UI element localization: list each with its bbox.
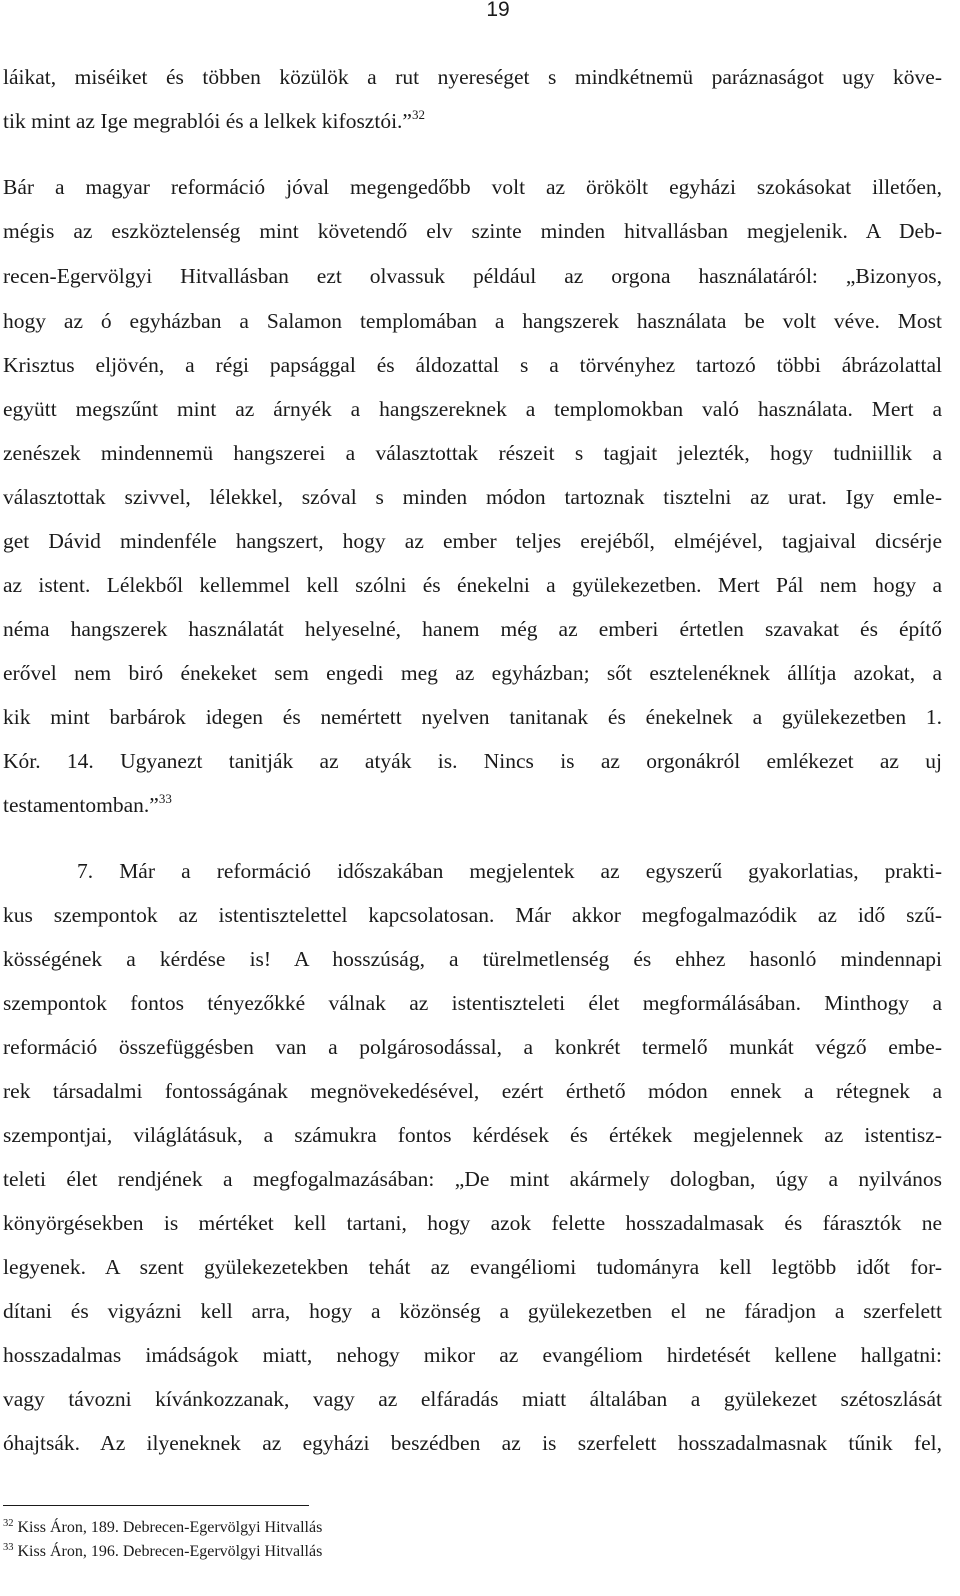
- page-number: 19: [486, 0, 510, 21]
- footnote-ref: 32: [411, 107, 425, 122]
- text-line: néma hangszerek használatát helyeselné, hanem még az emberi értetlen szavakat és építő: [3, 617, 942, 641]
- text-line: választottak szivvel, lélekkel, szóval s minden módon tartoznak tisztelni az urat. Igy emle-: [3, 485, 942, 509]
- footnote-ref: 33: [158, 791, 172, 806]
- text-line-content: tik mint az Ige megrablói és a lelkek kifosztói.”: [3, 109, 412, 133]
- text-line: vagy távozni kívánkozzanak, vagy az elfáradás miatt általában a gyülekezet szétoszlását: [3, 1387, 942, 1411]
- text-line: mégis az eszköztelenség mint követendő elv szinte minden hitvallásban megjelenik. A Deb-: [3, 219, 942, 243]
- footnote-number: 33: [3, 1542, 14, 1553]
- text-line-content: testamentomban.”: [3, 793, 159, 817]
- text-line: zenészek mindennemü hangszerei a választottak részeit s tagjait jelezték, hogy tudniillik a: [3, 441, 942, 465]
- text-line: reformáció összefüggésben van a polgárosodással, a konkrét termelő munkát végző embe-: [3, 1035, 942, 1059]
- footnote: [3, 1518, 322, 1538]
- footnote-text: Kiss Áron, 196. Debrecen-Egervölgyi Hitvallás: [17, 1543, 323, 1560]
- text-line: teleti élet rendjének a megfogalmazásában: „De mint akármely dologban, úgy a nyilvános: [3, 1167, 942, 1191]
- text-line: recen-Egervölgyi Hitvallásban ezt olvassuk például az orgona használatáról: „Bizonyos,: [3, 264, 942, 288]
- text-line: Bár a magyar reformáció jóval megengedőbb volt az örökölt egyházi szokásokat illetően,: [3, 175, 942, 199]
- text-line: kus szempontok az istentisztelettel kapcsolatosan. Már akkor megfogalmazódik az idő szű-: [3, 903, 942, 927]
- text-line: óhajtsák. Az ilyeneknek az egyházi beszédben az is szerfelett hosszadalmasnak tűnik fel,: [3, 1431, 942, 1455]
- text-line: hosszadalmas imádságok miatt, nehogy mikor az evangéliom hirdetését kellene hallgatni:: [3, 1343, 942, 1367]
- footnote-number: 32: [3, 1518, 14, 1529]
- text-line: get Dávid mindenféle hangszert, hogy az ember teljes erejéből, elméjével, tagjaival dicsérje: [3, 529, 942, 553]
- text-line: legyenek. A szent gyülekezetekben tehát az evangéliomi tudományra kell legtöbb időt for-: [3, 1255, 942, 1279]
- text-line: erővel nem biró énekeket sem engedi meg az egyházban; sőt esztelenéknek állítja azokat, a: [3, 661, 942, 685]
- text-line: [3, 106, 942, 136]
- footnote-text: Kiss Áron, 189. Debrecen-Egervölgyi Hitvallás: [17, 1519, 323, 1536]
- text-line: dítani és vigyázni kell arra, hogy a közönség a gyülekezetben el ne fáradjon a szerfelett: [3, 1299, 942, 1323]
- footnote-divider: [3, 1505, 309, 1506]
- text-line: Kór. 14. Ugyanezt tanitják az atyák is. Nincs is az orgonákról emlékezet az uj: [3, 749, 942, 773]
- text-line: 7. Már a reformáció időszakában megjelentek az egyszerű gyakorlatias, prakti-: [77, 859, 942, 883]
- text-line: Krisztus eljövén, a régi papsággal és áldozattal s a törvényhez tartozó többi ábrázolattal: [3, 353, 942, 377]
- text-line: láikat, miséiket és többen közülök a rut nyereséget s mindkétnemü paráznaságot ugy köve-: [3, 65, 942, 89]
- text-line: szempontok fontos tényezőkké válnak az istentiszteleti élet megformálásában. Minthogy a: [3, 991, 942, 1015]
- text-line: [3, 790, 942, 820]
- text-line: szempontjai, világlátásuk, a számukra fontos kérdések és értékek megjelennek az istentisz-: [3, 1123, 942, 1147]
- text-line: kösségének a kérdése is! A hosszúság, a türelmetlenség és ehhez hasonló mindennapi: [3, 947, 942, 971]
- text-line: együtt megszűnt mint az árnyék a hangszereknek a templomokban való használata. Mert a: [3, 397, 942, 421]
- text-line: könyörgésekben is mértéket kell tartani, hogy azok felette hosszadalmasak és fárasztók ne: [3, 1211, 942, 1235]
- text-line: az istent. Lélekből kellemmel kell szólni és énekelni a gyülekezetben. Mert Pál nem hogy a: [3, 573, 942, 597]
- text-line: kik mint barbárok idegen és nemértett nyelven tanitanak és énekelnek a gyülekezetben 1.: [3, 705, 942, 729]
- text-line: hogy az ó egyházban a Salamon templomában a hangszerek használata be volt véve. Most: [3, 309, 942, 333]
- footnote: [3, 1542, 322, 1562]
- text-line: rek társadalmi fontosságának megnövekedésével, ezért érthető módon ennek a rétegnek a: [3, 1079, 942, 1103]
